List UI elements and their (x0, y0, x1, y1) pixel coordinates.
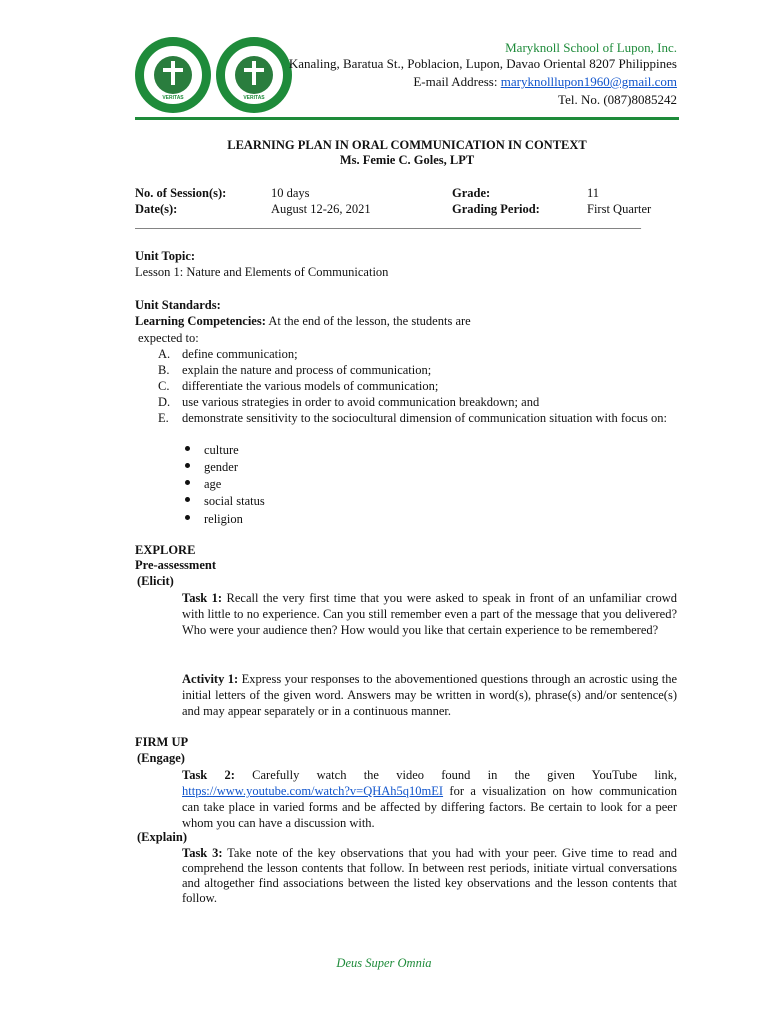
grade-label: Grade: (452, 186, 491, 200)
list-letter: C. (158, 379, 170, 393)
sessions-label: No. of Session(s): (135, 186, 227, 200)
info-separator: ____________________________________________________________________________________________ (135, 218, 641, 230)
task3-text: Take note of the key observations that you had with your peer. Give time to read and comprehend the lesson contents that follow. In between rest periods, initiate virtual conversations and altogether find associations between the listed key observations and the lesson contents that follow. (182, 846, 677, 905)
firmup-heading: FIRM UP (135, 735, 189, 749)
header-divider (135, 117, 679, 120)
school-name: Maryknoll School of Lupon, Inc. (505, 40, 677, 55)
list-letter: A. (158, 347, 171, 361)
task1-text: Recall the very first time that you were asked to speak in front of an unfamiliar crowd with little to no experience. Can you still remember even a part of the message that you delivered? Who were your audience then? How would you like that certain experience to be remembered? (182, 591, 677, 637)
explore-heading: EXPLORE (135, 543, 196, 557)
grade-value: 11 (587, 186, 600, 200)
bullet-icon (184, 511, 192, 519)
task3-label: Task 3: (182, 846, 223, 860)
engage-heading: (Engage) (137, 751, 185, 765)
dates-value: August 12-26, 2021 (271, 202, 371, 216)
list-letter: E. (158, 411, 169, 425)
list-letter: D. (158, 395, 171, 409)
task2-label: Task 2: (182, 768, 235, 782)
youtube-link[interactable]: https://www.youtube.com/watch?v=QHAh5q10mEI (182, 784, 444, 798)
focus-item: age (204, 477, 222, 491)
teacher-name: Ms. Femie C. Goles, LPT (339, 153, 475, 167)
task2-text-a: Carefully watch the video found in the given YouTube link, (234, 768, 677, 782)
document-title: LEARNING PLAN IN ORAL COMMUNICATION IN CONTEXT (227, 138, 587, 152)
school-phone: Tel. No. (087)8085242 (558, 92, 677, 107)
school-seal-left (135, 37, 211, 113)
focus-item: gender (204, 460, 239, 474)
footer-motto: Deus Super Omnia (336, 956, 432, 970)
list-item: demonstrate sensitivity to the sociocultural dimension of communication situation with focus on: (182, 411, 667, 425)
pre-assessment-heading: Pre-assessment (135, 558, 216, 572)
activity1-text: Express your responses to the abovementioned questions through an acrostic using the initial letters of the given word. Answers may be written in word(s), phrase(s) and/or sentence(s) and may appear separately or in a continuous manner. (182, 672, 678, 718)
list-item: differentiate the various models of communication; (182, 379, 439, 393)
bullet-icon (184, 476, 192, 484)
activity1-paragraph (182, 671, 677, 719)
sessions-value: 10 days (271, 186, 310, 200)
email-link[interactable]: maryknolllupon1960@gmail.com (500, 74, 677, 89)
list-item: explain the nature and process of communication; (182, 363, 432, 377)
task1-label: Task 1: (182, 591, 223, 605)
task2-paragraph (182, 767, 677, 831)
competencies-intro-cont: expected to: (138, 331, 199, 345)
unit-topic-value: Lesson 1: Nature and Elements of Communication (135, 265, 389, 279)
competencies-line (135, 313, 471, 329)
dates-label: Date(s): (135, 202, 178, 216)
list-item: use various strategies in order to avoid communication breakdown; and (182, 395, 540, 409)
focus-item: social status (204, 494, 265, 508)
explain-heading: (Explain) (137, 830, 188, 844)
focus-item: culture (204, 443, 239, 457)
unit-standards-label: Unit Standards: (135, 298, 221, 312)
elicit-heading: (Elicit) (137, 574, 174, 588)
period-label: Grading Period: (452, 202, 540, 216)
bullet-icon (184, 493, 192, 501)
task2-text-b: for a visualization on how communication can take place in varied forms and be affected by differing factors. Be certain to look for a peer whom you can have a discussion with. (182, 784, 677, 830)
task3-paragraph (182, 846, 677, 906)
email-label: E-mail Address: (413, 74, 501, 89)
school-seal-right (216, 37, 292, 113)
bullet-icon (184, 442, 192, 450)
unit-topic-label: Unit Topic: (135, 249, 196, 263)
bullet-icon (184, 459, 192, 467)
list-item: define communication; (182, 347, 298, 361)
activity1-label: Activity 1: (182, 672, 239, 686)
period-value: First Quarter (587, 202, 652, 216)
list-letter: B. (158, 363, 170, 377)
seal-text: VERITAS (162, 95, 184, 101)
task1-paragraph (182, 590, 677, 638)
competencies-intro: At the end of the lesson, the students are (265, 314, 471, 328)
focus-item: religion (204, 512, 243, 526)
seal-text: VERITAS (243, 95, 265, 101)
school-email-line (413, 74, 677, 90)
school-address: Kanaling, Baratua St., Poblacion, Lupon, Davao Oriental 8207 Philippines (288, 56, 677, 71)
competencies-label: Learning Competencies: (135, 314, 266, 328)
